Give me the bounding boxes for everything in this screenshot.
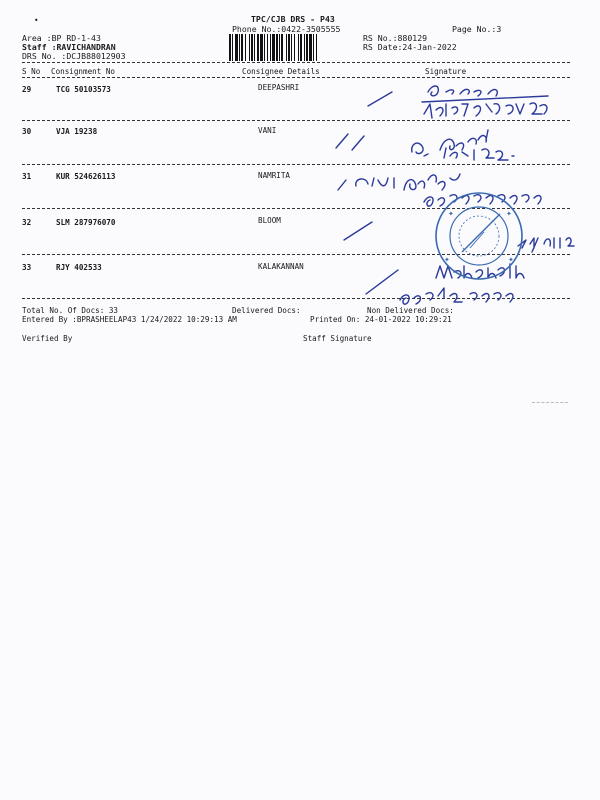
printed-on: Printed On: 24-01-2022 10:29:21 [310, 315, 452, 324]
barcode-image [229, 34, 353, 61]
drs-number: DRS No. :DCJB88012903 [22, 51, 126, 61]
row-sno: 29 [22, 85, 32, 94]
corner-mark: • [34, 16, 39, 25]
row-consignee: VANI [258, 126, 277, 135]
phone-number: Phone No.:0422-3505555 [232, 24, 341, 34]
staff-field: Staff :RAVICHANDRAN [22, 42, 116, 52]
rs-number: RS No.:880129 [363, 33, 428, 43]
col-consignment: Consignment No [51, 67, 116, 76]
row-sno: 32 [22, 218, 32, 227]
row-consignment: SLM 287976070 [56, 218, 116, 227]
col-consignee: Consignee Details [242, 67, 320, 76]
divider [22, 62, 570, 63]
col-sno: S No [22, 67, 41, 76]
verified-by-label: Verified By [22, 334, 73, 343]
svg-text:✦: ✦ [448, 210, 454, 218]
row-consignment: TCG 50103573 [56, 85, 111, 94]
document-title: TPC/CJB DRS - P43 [251, 14, 335, 24]
scan-mark [532, 402, 568, 403]
svg-text:✦: ✦ [444, 256, 450, 264]
staff-signature-label: Staff Signature [303, 334, 372, 343]
rs-date: RS Date:24-Jan-2022 [363, 42, 457, 52]
delivered-docs: Delivered Docs: [232, 306, 301, 315]
area-field: Area :BP RD-1-43 [22, 33, 101, 43]
row-consignee: NAMRITA [258, 171, 291, 180]
row-sno: 30 [22, 127, 32, 136]
row-sno: 31 [22, 172, 32, 181]
non-delivered-docs: Non Delivered Docs: [367, 306, 454, 315]
total-docs: Total No. Of Docs: 33 [22, 306, 119, 315]
page-number: Page No.:3 [452, 24, 502, 34]
row-consignee: KALAKANNAN [258, 262, 304, 271]
handwritten-signatures [330, 76, 590, 306]
svg-text:✦: ✦ [508, 256, 514, 264]
row-consignment: KUR 524626113 [56, 172, 116, 181]
row-consignee: DEEPASHRI [258, 83, 300, 92]
row-consignment: VJA 19238 [56, 127, 98, 136]
entered-by: Entered By :BPRASHEELAP43 1/24/2022 10:29:13 AM [22, 315, 237, 324]
row-consignment: RJY 402533 [56, 263, 102, 272]
svg-text:✦: ✦ [506, 210, 512, 218]
row-consignee: BLOOM [258, 216, 281, 225]
col-signature: Signature [425, 67, 467, 76]
row-sno: 33 [22, 263, 32, 272]
